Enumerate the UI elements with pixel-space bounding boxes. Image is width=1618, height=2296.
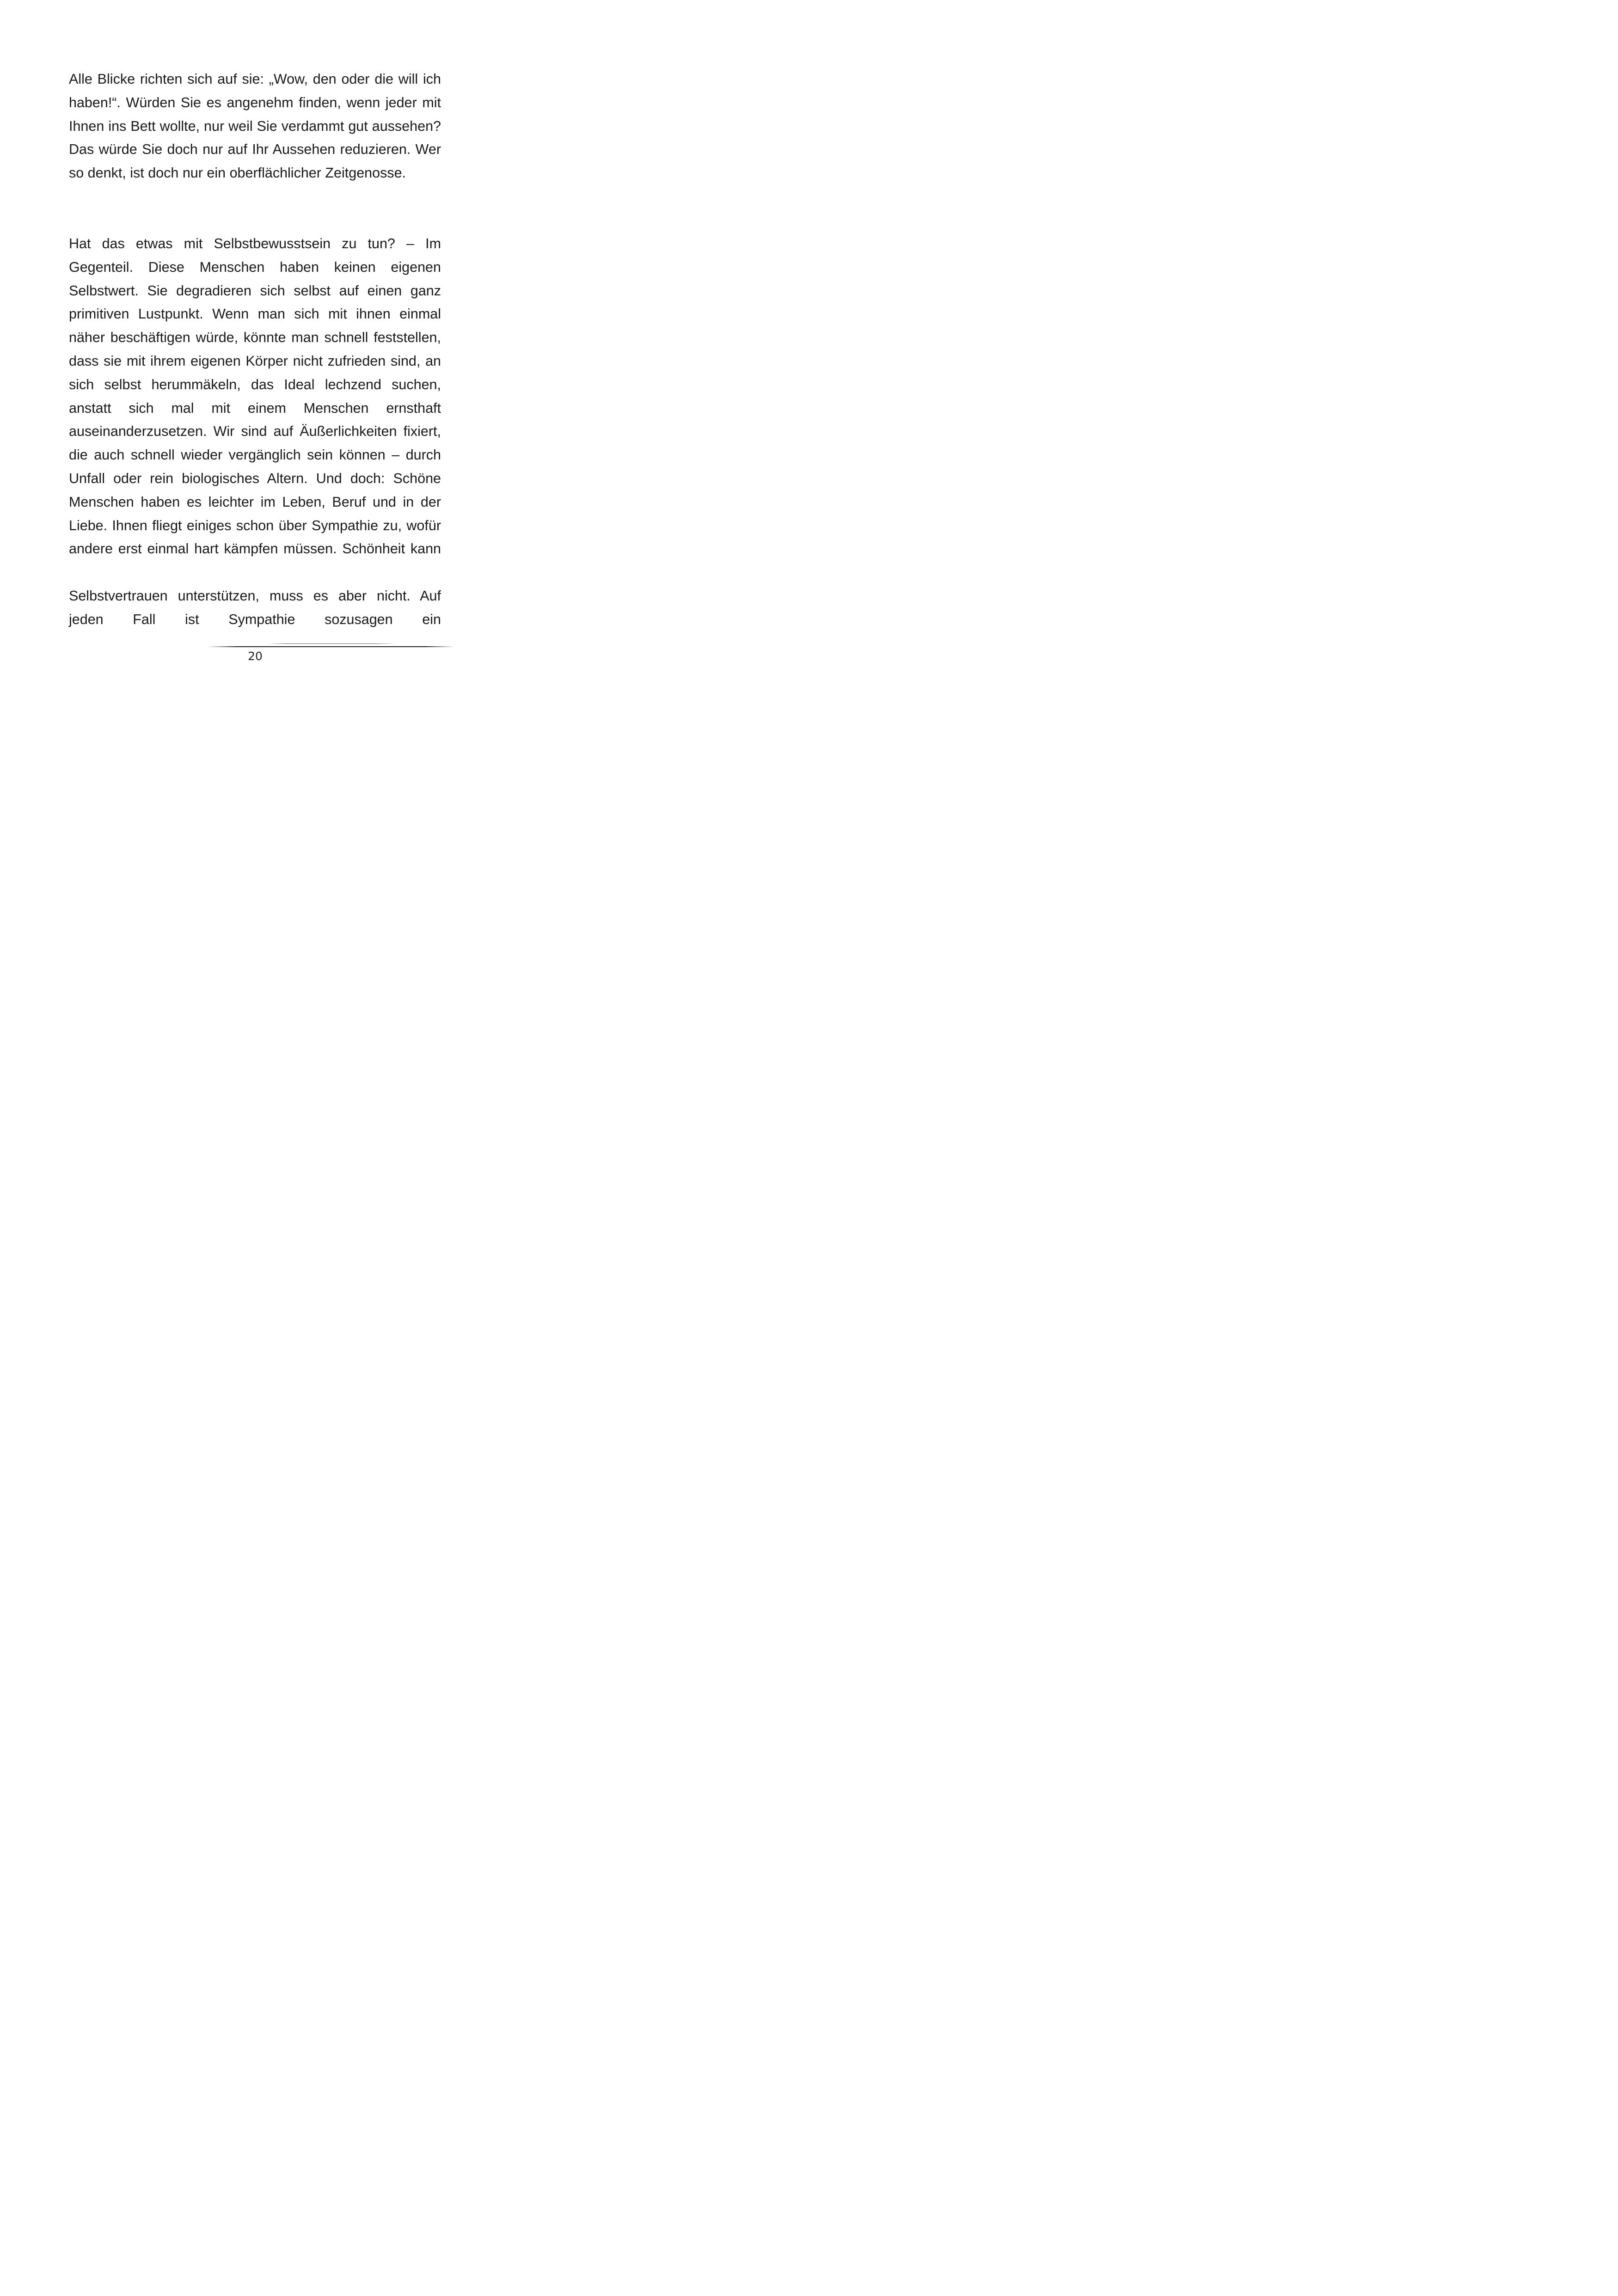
footer-divider xyxy=(207,646,455,647)
document-page xyxy=(0,0,509,722)
footer-divider-thin xyxy=(267,643,395,644)
body-paragraph-2: Hat das etwas mit Selbstbewusstsein zu tun? – Im Gegenteil. Diese Menschen haben keinen eigenen Selbstwert. Sie degradieren sich selbst auf einen ganz primitiven Lustpunkt. Wenn man sich mit ihnen einmal näher beschäftigen würde, könnte man schnell feststellen, dass sie mit ihrem eigenen Körper nicht zufrieden sind, an sich selbst herummäkeln, das Ideal lechzend suchen, anstatt sich mal mit einem Menschen ernsthaft auseinanderzusetzen. Wir sind auf Äußerlichkeiten fixiert, die auch schnell wieder vergänglich sein können – durch Unfall oder rein biologisches Altern. Und doch: Schöne Menschen haben es leichter im Leben, Beruf und in der Liebe. Ihnen fliegt einiges schon über Sympathie zu, wofür andere erst einmal hart kämpfen müssen. Schönheit kann xyxy=(69,236,441,557)
body-paragraph-3: Selbstvertrauen unterstützen, muss es aber nicht. Auf jeden Fall ist Sympathie sozusagen ein xyxy=(69,588,441,627)
body-paragraph-1: Alle Blicke richten sich auf sie: „Wow, den oder die will ich haben!“. Würden Sie es angenehm finden, wenn jeder mit Ihnen ins Bett wollte, nur weil Sie verdammt gut aussehen? Das würde Sie doch nur auf Ihr Aussehen reduzieren. Wer so denkt, ist doch nur ein oberflächlicher Zeitgenosse. xyxy=(69,71,441,181)
page-number: 20 xyxy=(248,649,263,663)
